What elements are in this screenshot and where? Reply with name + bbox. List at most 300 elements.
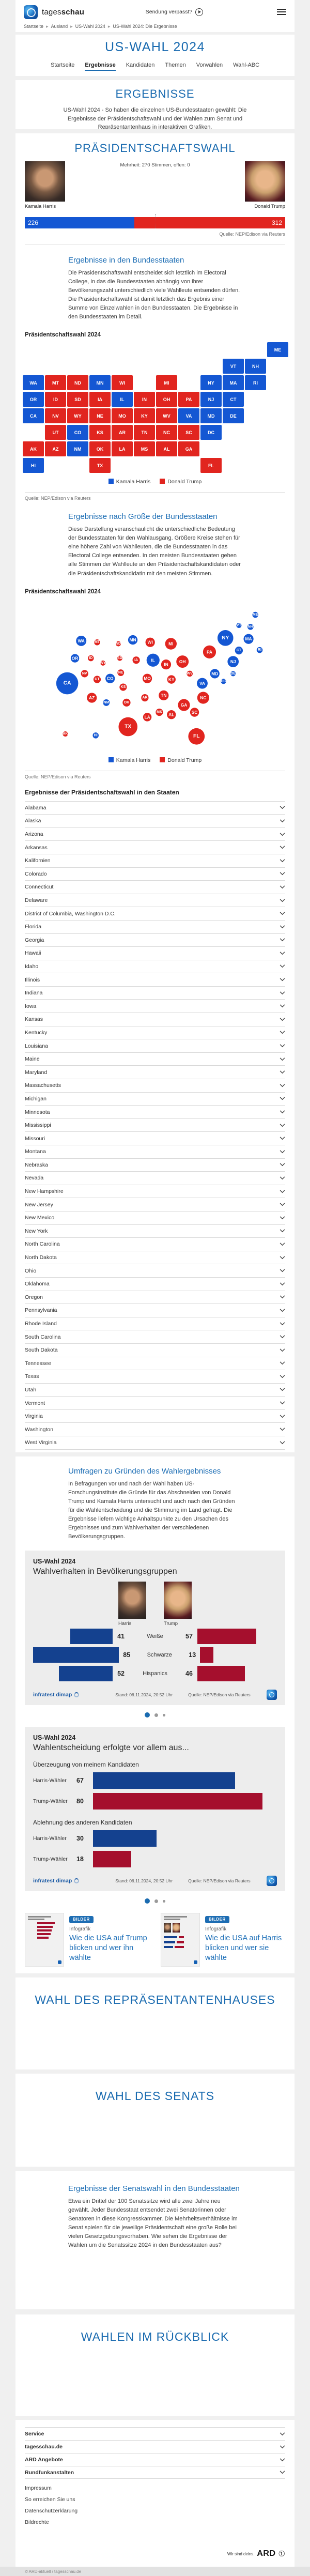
bubble-state-IN[interactable] [161,660,171,669]
teaser-card[interactable] [25,1913,149,1967]
map-state-IL[interactable]: IL [112,392,133,407]
bubble-state-IA[interactable] [133,656,140,664]
senate-results-heading: Ergebnisse der Senatswahl in den Bundesstaaten [68,2184,240,2193]
map-state-OR[interactable]: OR [23,392,44,407]
bubble-state-NJ[interactable] [227,656,239,667]
svg-text:NJ: NJ [230,658,236,664]
footer-accordion-tagesschau-de[interactable] [25,2440,285,2453]
bubble-state-MI[interactable] [165,638,177,649]
bubble-state-WI[interactable] [146,637,155,647]
chevron-down-icon [280,2432,285,2436]
svg-text:MO: MO [144,676,151,681]
card-subtitle: Wahlentscheidung erfolgte vor allem aus... [33,1743,189,1753]
state-name: Iowa [25,1003,37,1009]
state-accordion-row[interactable] [25,1357,285,1370]
chevron-down-icon [280,1097,285,1100]
breadcrumb-separator: ▸ [107,24,111,29]
map-state-MO[interactable]: MO [112,408,133,423]
bubble-state-ID[interactable] [88,655,94,661]
state-name: North Dakota [25,1254,57,1261]
bubble-state-WV[interactable] [187,670,193,677]
bubble-state-DE[interactable] [230,671,236,676]
state-accordion-row[interactable] [25,1039,285,1052]
trump-photo-small: Trump [164,1582,192,1627]
card-footer [33,1876,277,1886]
bubble-state-MD[interactable] [210,669,220,678]
state-name: Tennessee [25,1360,51,1367]
map-state-NJ[interactable]: NJ [200,392,222,407]
map-state-NH[interactable]: NH [245,359,266,374]
state-accordion-row[interactable] [25,986,285,1000]
state-name: Missouri [25,1135,45,1142]
state-accordion-row[interactable] [25,1092,285,1106]
state-accordion-row[interactable] [25,1026,285,1039]
carousel-dot[interactable] [154,1899,158,1903]
svg-text:IN: IN [164,662,168,667]
map-state-TX[interactable]: TX [89,458,111,473]
teaser-title[interactable]: Wie die USA auf Harris blicken und wer sie wählte [205,1934,282,1962]
svg-text:NV: NV [82,671,87,676]
state-name: Texas [25,1373,39,1380]
reason-row [33,1792,277,1811]
state-accordion-row[interactable] [25,1396,285,1409]
map-state-MD[interactable]: MD [200,408,222,423]
chevron-down-icon [280,2471,285,2474]
map-state-KS[interactable]: KS [89,425,111,440]
map-state-NY[interactable]: NY [200,375,222,390]
map-state-ME[interactable]: ME [267,342,288,357]
trump-value: 13 [189,1651,196,1659]
chevron-down-icon [280,1428,285,1431]
bubble-state-VA[interactable] [197,678,208,688]
svg-text:MA: MA [245,636,252,641]
footer-link[interactable]: So erreichen Sie uns [25,2496,75,2503]
polls-section [16,1456,295,1973]
intro-heading: ERGEBNISSE [115,87,195,100]
infratest-dimap-logo: infratest dimap [33,1692,79,1698]
bubble-state-GA[interactable] [178,699,190,711]
bubble-state-UT[interactable] [94,676,101,683]
state-accordion-row[interactable] [25,1264,285,1277]
map-state-RI[interactable]: RI [245,375,266,390]
svg-text:NC: NC [200,695,207,700]
chevron-down-icon [280,819,285,823]
bubble-state-HI[interactable] [92,732,99,739]
map-state-NV[interactable]: NV [45,408,66,423]
page-title-band [16,35,295,76]
state-accordion-row[interactable] [25,814,285,827]
chevron-down-icon [280,1269,285,1272]
map-state-OH[interactable]: OH [156,392,177,407]
svg-text:GA: GA [180,702,188,708]
state-accordion-row[interactable] [25,840,285,854]
stand-label: Stand: 06.11.2024, 20:52 Uhr [115,1692,173,1698]
svg-text:MN: MN [129,637,136,642]
map-state-NM[interactable]: NM [67,441,88,456]
carousel-dot-active[interactable] [145,1898,150,1904]
footer-accordion-rundfunkanstalten[interactable] [25,2466,285,2479]
sendung-verpasst-link[interactable] [146,8,203,16]
state-accordion-row[interactable] [25,1436,285,1449]
footer-link[interactable]: Bildrechte [25,2519,49,2525]
bubble-state-NY[interactable] [218,630,234,646]
svg-text:VT: VT [236,623,241,627]
house-section [16,1977,295,2069]
trump-name: Donald Trump [254,204,285,209]
state-name: Louisiana [25,1042,48,1049]
bubble-state-PA[interactable] [203,645,216,658]
state-accordion-row[interactable] [25,1105,285,1118]
trump-legend-swatch [160,757,165,762]
state-accordion-row[interactable] [25,1224,285,1238]
value: 18 [76,1856,84,1863]
state-accordion-row[interactable] [25,1317,285,1330]
state-accordion-row[interactable] [25,1291,285,1304]
state-accordion-row[interactable] [25,867,285,881]
bubble-state-CA[interactable] [56,672,79,694]
bubble-state-NH[interactable] [247,624,254,630]
state-accordion-row[interactable] [25,1277,285,1291]
tab-ergebnisse[interactable]: Ergebnisse [85,62,115,71]
map-state-NC[interactable]: NC [156,425,177,440]
svg-text:CO: CO [106,676,114,681]
bubble-state-LA[interactable] [143,713,151,721]
map-state-VT[interactable]: VT [223,359,244,374]
breadcrumb-item[interactable]: US-Wahl 2024: Die Ergebnisse [113,24,177,29]
carousel-dot[interactable] [154,1713,158,1717]
voter-label: Harris-Wähler [33,1777,67,1784]
footer-accordion-label: Rundfunkanstalten [25,2469,74,2476]
map-state-IA[interactable]: IA [89,392,111,407]
map-state-IN[interactable]: IN [134,392,155,407]
map-state-CO[interactable]: CO [67,425,88,440]
footer-link[interactable]: Datenschutzerklärung [25,2508,78,2514]
map-state-FL[interactable]: FL [200,458,222,473]
map-state-DC[interactable]: DC [200,425,222,440]
svg-text:WV: WV [187,671,193,676]
svg-text:AZ: AZ [89,695,95,700]
svg-text:DC: DC [221,679,226,683]
map-state-PA[interactable]: PA [178,392,199,407]
state-name: Virginia [25,1413,43,1420]
footer-accordion-ard-angebote[interactable] [25,2453,285,2466]
state-accordion-row[interactable] [25,880,285,894]
states-heading: Ergebnisse in den Bundesstaaten [68,256,184,265]
carousel-dot-active[interactable] [145,1712,150,1718]
tab-wahl-abc[interactable]: Wahl-ABC [233,62,260,68]
bubble-state-TX[interactable] [118,717,137,736]
bubble-state-RI[interactable] [257,647,263,653]
chevron-down-icon [280,1004,285,1008]
map-state-WA[interactable]: WA [23,375,44,390]
state-accordion-row[interactable] [25,854,285,867]
bubble-state-NC[interactable] [197,692,209,703]
bubble-state-MS[interactable] [156,709,163,716]
state-accordion-row[interactable] [25,946,285,960]
state-accordion-row[interactable] [25,827,285,841]
footer-accordion-service[interactable] [25,2427,285,2440]
state-accordion-row[interactable] [25,1304,285,1317]
bubble-state-KS[interactable] [119,683,127,691]
electoral-bar [25,217,285,228]
chevron-down-icon [280,964,285,968]
map-state-SC[interactable]: SC [178,425,199,440]
bubble-state-CT[interactable] [235,647,243,654]
state-accordion-row[interactable] [25,1198,285,1211]
breadcrumb-item[interactable]: Startseite [24,24,44,29]
state-accordion-row[interactable] [25,999,285,1013]
state-accordion-row[interactable] [25,1370,285,1383]
state-accordion-row[interactable] [25,907,285,920]
review-heading: WAHLEN IM RÜCKBLICK [81,2330,229,2343]
group-label: Schwarze [147,1652,172,1659]
bubble-state-OH[interactable] [176,655,189,668]
map-state-AL[interactable]: AL [156,441,177,456]
bubble-state-AL[interactable] [167,710,176,719]
bubble-state-CO[interactable] [105,673,115,683]
trump-bar [197,1629,256,1644]
chevron-down-icon [280,1243,285,1246]
state-name: Michigan [25,1095,47,1102]
map-state-TN[interactable]: TN [134,425,155,440]
bubble-state-AR[interactable] [141,694,148,701]
bubble-cartogram[interactable] [25,599,285,754]
map-state-AZ[interactable]: AZ [45,441,66,456]
state-accordion-row[interactable] [25,1118,285,1132]
play-icon [195,8,203,16]
bubble-state-WA[interactable] [76,636,86,646]
bubble-state-SD[interactable] [117,655,122,661]
state-name: North Carolina [25,1241,60,1248]
state-name: Kansas [25,1016,43,1023]
bubble-state-ME[interactable] [252,611,258,618]
intro-section [16,80,295,129]
state-accordion-row[interactable] [25,933,285,947]
bubble-state-MA[interactable] [243,634,253,643]
state-accordion-row[interactable] [25,1237,285,1251]
bubble-state-NE[interactable] [117,669,124,676]
chevron-down-icon [280,1322,285,1326]
sendung-verpasst-label: Sendung verpasst? [145,9,193,15]
teaser-card[interactable] [161,1913,285,1967]
chevron-down-icon [280,899,285,902]
tab-bar [16,62,295,71]
trump-value: 46 [185,1670,193,1678]
harris-legend-swatch [109,757,114,762]
bubble-state-OR[interactable] [71,654,79,662]
state-accordion-row[interactable] [25,1343,285,1357]
footer-accordion-label: tagesschau.de [25,2444,63,2450]
reasons-card [25,1727,285,1891]
svg-text:SC: SC [191,709,198,715]
map-state-MT[interactable]: MT [45,375,66,390]
chevron-down-icon [280,833,285,836]
bubble-state-DC[interactable] [221,679,226,684]
map-state-OK[interactable]: OK [89,441,111,456]
state-winner-map[interactable] [23,342,285,476]
trump-photo [245,161,285,210]
group-label: Hispanics [143,1670,167,1677]
menu-icon[interactable] [277,9,286,15]
state-accordion-row[interactable] [25,1131,285,1145]
state-accordion-row[interactable] [25,973,285,986]
map-state-ID[interactable]: ID [45,392,66,407]
bubble-state-FL[interactable] [188,728,205,744]
map-state-MN[interactable]: MN [89,375,111,390]
state-accordion-row[interactable] [25,1065,285,1079]
map-state-CA[interactable]: CA [23,408,44,423]
harris-photo-small: Harris [118,1582,146,1627]
chevron-down-icon [280,1348,285,1352]
carousel-dot[interactable] [163,1714,165,1716]
state-accordion-row[interactable] [25,1158,285,1172]
source-note: Quelle: NEP/Edison via Reuters [219,232,285,237]
map-state-SD[interactable]: SD [67,392,88,407]
map-state-AR[interactable]: AR [112,425,133,440]
infratest-dimap-logo: infratest dimap [33,1878,79,1884]
state-accordion-row[interactable] [25,1449,285,1452]
bubble-state-AZ[interactable] [87,693,97,702]
source-label: Quelle: NEP/Edison via Reuters [188,1692,251,1698]
tagesschau-wordmark[interactable]: tagesschau [42,7,85,17]
bubble-state-AK[interactable] [63,731,68,737]
map-state-GA[interactable]: GA [178,441,199,456]
map-state-CT[interactable]: CT [223,392,244,407]
state-accordion-row[interactable] [25,1409,285,1423]
map-state-AK[interactable]: AK [23,441,44,456]
map-state-NE[interactable]: NE [89,408,111,423]
tab-vorwahlen[interactable]: Vorwahlen [196,62,223,68]
map-state-VA[interactable]: VA [178,408,199,423]
bubble-state-VT[interactable] [236,623,241,628]
demographic-row-weiße [33,1628,277,1645]
state-accordion-row[interactable] [25,1171,285,1185]
bubble-state-WY[interactable] [100,660,106,665]
tagesschau-logo-icon[interactable] [24,5,38,19]
svg-text:KY: KY [168,677,175,682]
state-name: Utah [25,1386,37,1393]
state-accordion-row[interactable] [25,960,285,973]
state-accordion-row[interactable] [25,1211,285,1224]
footer-accordion-label: Service [25,2431,44,2437]
state-accordion-row[interactable] [25,1383,285,1397]
harris-value: 41 [117,1633,125,1640]
bubble-state-MN[interactable] [128,635,137,644]
map-state-WI[interactable]: WI [112,375,133,390]
state-name: Hawaii [25,950,41,957]
carousel-dot[interactable] [163,1900,165,1903]
map-state-HI[interactable]: HI [23,458,44,473]
bubble-state-KY[interactable] [167,675,176,683]
state-accordion-row[interactable] [25,1013,285,1026]
footer-link[interactable]: Impressum [25,2485,52,2491]
chevron-down-icon [280,1375,285,1378]
map-state-UT[interactable]: UT [45,425,66,440]
breadcrumb-item[interactable]: Ausland [51,24,68,29]
card-title: US-Wahl 2024 [33,1558,76,1566]
svg-text:VA: VA [199,680,205,686]
bubble-state-IL[interactable] [147,653,160,666]
state-accordion-row[interactable] [25,1145,285,1158]
state-name: Alaska [25,818,41,824]
state-name: New Mexico [25,1215,55,1221]
tab-themen[interactable]: Themen [165,62,186,68]
map-state-WY[interactable]: WY [67,408,88,423]
state-accordion-row[interactable] [25,801,285,815]
electoral-bar-trump: 312 [134,217,285,228]
map-state-WV[interactable]: WV [156,408,177,423]
chevron-down-icon [280,885,285,889]
state-accordion-row[interactable] [25,894,285,907]
reason-row [33,1850,277,1868]
bubble-state-OK[interactable] [122,698,130,706]
intro-text: US-Wahl 2024 - So haben die einzelnen US-Bundesstaaten gewählt: Die Ergebnisse der Präsidentschaftswahl und der Wahlen zum Senat und Repräsentantenhaus in interaktiven Grafiken. [63,107,247,129]
bubble-state-MO[interactable] [143,673,152,683]
tab-kandidaten[interactable]: Kandidaten [126,62,155,68]
svg-text:OH: OH [179,658,186,664]
teaser-thumbnail[interactable] [25,1913,64,1967]
bubble-state-ND[interactable] [116,641,121,646]
map-state-KY[interactable]: KY [134,408,155,423]
chevron-down-icon [280,1110,285,1114]
reason-group-title: Ablehnung des anderen Kandidaten [33,1819,132,1827]
bubble-state-NM[interactable] [103,699,110,706]
map-state-DE[interactable]: DE [223,408,244,423]
chevron-down-icon [280,1256,285,1260]
bubble-state-NV[interactable] [81,670,88,677]
map-state-ND[interactable]: ND [67,375,88,390]
svg-text:OK: OK [123,700,130,704]
bubble-state-TN[interactable] [159,690,168,700]
state-accordion-row[interactable] [25,1185,285,1198]
chevron-down-icon [280,1295,285,1299]
state-accordion-row[interactable] [25,1422,285,1436]
chevron-down-icon [280,1150,285,1154]
polls-heading: Umfragen zu Gründen des Wahlergebnisses [68,1467,221,1476]
bubble-state-SC[interactable] [190,708,199,716]
trump-bar [200,1647,213,1663]
state-accordion-row[interactable] [25,1052,285,1066]
chevron-down-icon [280,872,285,876]
bubble-state-MT[interactable] [94,639,100,646]
state-name: Maine [25,1056,40,1063]
harris-bar [33,1647,119,1663]
state-accordion-row[interactable] [25,920,285,933]
states-text: Die Präsidentschaftswahl entscheidet sich letztlich im Electoral College, in das die Bundesstaaten abhängig von ihrer Bevölkerungszahl unterschiedlich viele Wahlleute entsenden dürfen. Die Präsidentschaftswahl ist damit letztlich das Ergebnis einer Summe von Einzelwahlen in den Bundesstaaten. Die Ergebnisse in den Bundesstaaten im Detail. [68,270,240,320]
svg-text:KS: KS [120,685,126,689]
state-accordion-row[interactable] [25,1079,285,1092]
state-name: Massachusetts [25,1082,61,1089]
svg-text:HI: HI [94,733,98,737]
state-name: Maryland [25,1069,48,1076]
state-accordion-row[interactable] [25,1330,285,1343]
bubble-legend: Kamala Harris Donald Trump [25,757,285,763]
map-state-MI[interactable]: MI [156,375,177,390]
svg-text:TX: TX [125,724,132,730]
map-state-LA[interactable]: LA [112,441,133,456]
teaser-title[interactable]: Wie die USA auf Trump blicken und wer ihn wählte [69,1934,147,1962]
map-state-MA[interactable]: MA [223,375,244,390]
state-accordion-row[interactable] [25,1251,285,1264]
breadcrumb-item[interactable]: US-Wahl 2024 [75,24,105,29]
map-state-MS[interactable]: MS [134,441,155,456]
state-name: Georgia [25,937,44,943]
state-name: Kentucky [25,1029,48,1036]
teaser-thumbnail[interactable] [161,1913,200,1967]
tab-startseite[interactable]: Startseite [50,62,75,68]
source-label: Quelle: NEP/Edison via Reuters [188,1878,251,1884]
state-name: Florida [25,924,42,930]
